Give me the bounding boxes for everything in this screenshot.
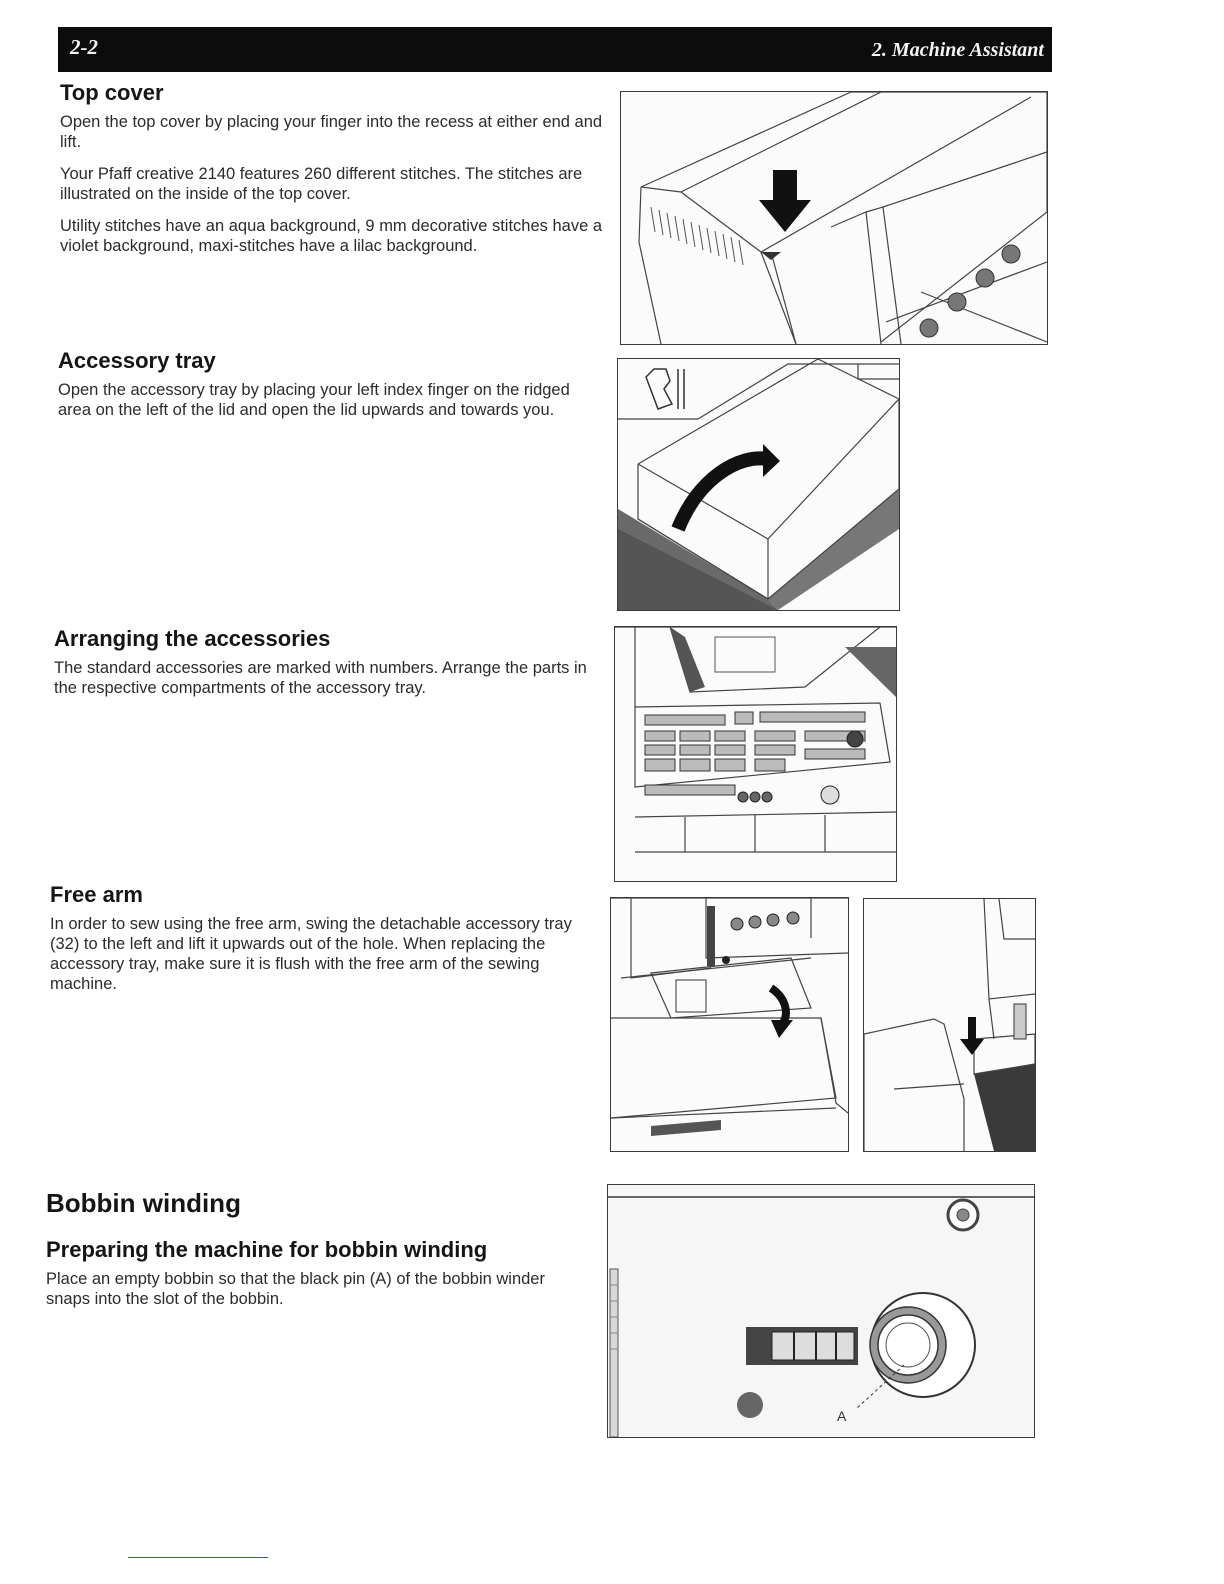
section-arranging-accessories — [54, 626, 599, 710]
chapter-title: 2. Machine Assistant — [871, 39, 1044, 61]
down-arrow-icon — [960, 1039, 984, 1055]
bobbin-winder-illustration — [608, 1185, 1034, 1437]
curved-arrow-icon — [763, 444, 780, 477]
paragraph: Utility stitches have an aqua background, 9 mm decorative stitches have a violet background, maxi-stitches have a lilac background. — [60, 217, 603, 255]
free-arm-tray-illustration — [611, 898, 848, 1151]
section-free-arm — [50, 882, 595, 1006]
down-arrow-icon — [771, 1020, 793, 1038]
paragraph: In order to sew using the free arm, swing the detachable accessory tray (32) to the left and lift it upwards out of the hole. When replacing the accessory tray, make sure it is flush with the free arm of the sewing machine. — [50, 915, 572, 993]
page-header — [58, 27, 1052, 72]
paragraph: Open the top cover by placing your finger into the recess at either end and lift. — [60, 113, 603, 151]
section-title: Accessory tray — [58, 348, 216, 373]
bobbin-winding-title: Bobbin winding — [46, 1188, 241, 1218]
bobbin-pin-label: A — [837, 1408, 847, 1424]
section-bobbin-preparing — [46, 1237, 591, 1321]
down-arrow-icon — [759, 170, 811, 232]
figure-arranging-accessories — [614, 626, 897, 882]
figure-top-cover — [620, 91, 1048, 345]
top-cover-illustration — [621, 92, 1047, 344]
paragraph: Place an empty bobbin so that the black pin (A) of the bobbin winder snaps into the slot of the bobbin. — [46, 1270, 545, 1308]
free-arm-sewing-illustration — [864, 899, 1035, 1151]
section-title: Free arm — [50, 882, 143, 907]
paragraph: The standard accessories are marked with numbers. Arrange the parts in the respective compartments of the accessory tray. — [54, 659, 587, 697]
accessory-compartments-illustration — [615, 627, 896, 881]
section-top-cover — [60, 80, 605, 268]
accessory-tray-illustration — [618, 359, 899, 610]
section-subtitle: Preparing the machine for bobbin winding — [46, 1237, 488, 1262]
figure-bobbin-winder — [607, 1184, 1035, 1438]
section-title: Top cover — [60, 80, 164, 105]
section-accessory-tray — [58, 348, 603, 432]
figure-accessory-tray — [617, 358, 900, 611]
paragraph: Your Pfaff creative 2140 features 260 different stitches. The stitches are illustrated on the inside of the top cover. — [60, 165, 583, 203]
page-number: 2-2 — [70, 35, 98, 59]
figure-free-arm-right — [863, 898, 1036, 1152]
figure-free-arm-left — [610, 897, 849, 1152]
footer-line — [128, 1557, 268, 1558]
section-title: Arranging the accessories — [54, 626, 331, 651]
paragraph: Open the accessory tray by placing your left index finger on the ridged area on the left of the lid and open the lid upwards and towards you. — [58, 381, 570, 419]
